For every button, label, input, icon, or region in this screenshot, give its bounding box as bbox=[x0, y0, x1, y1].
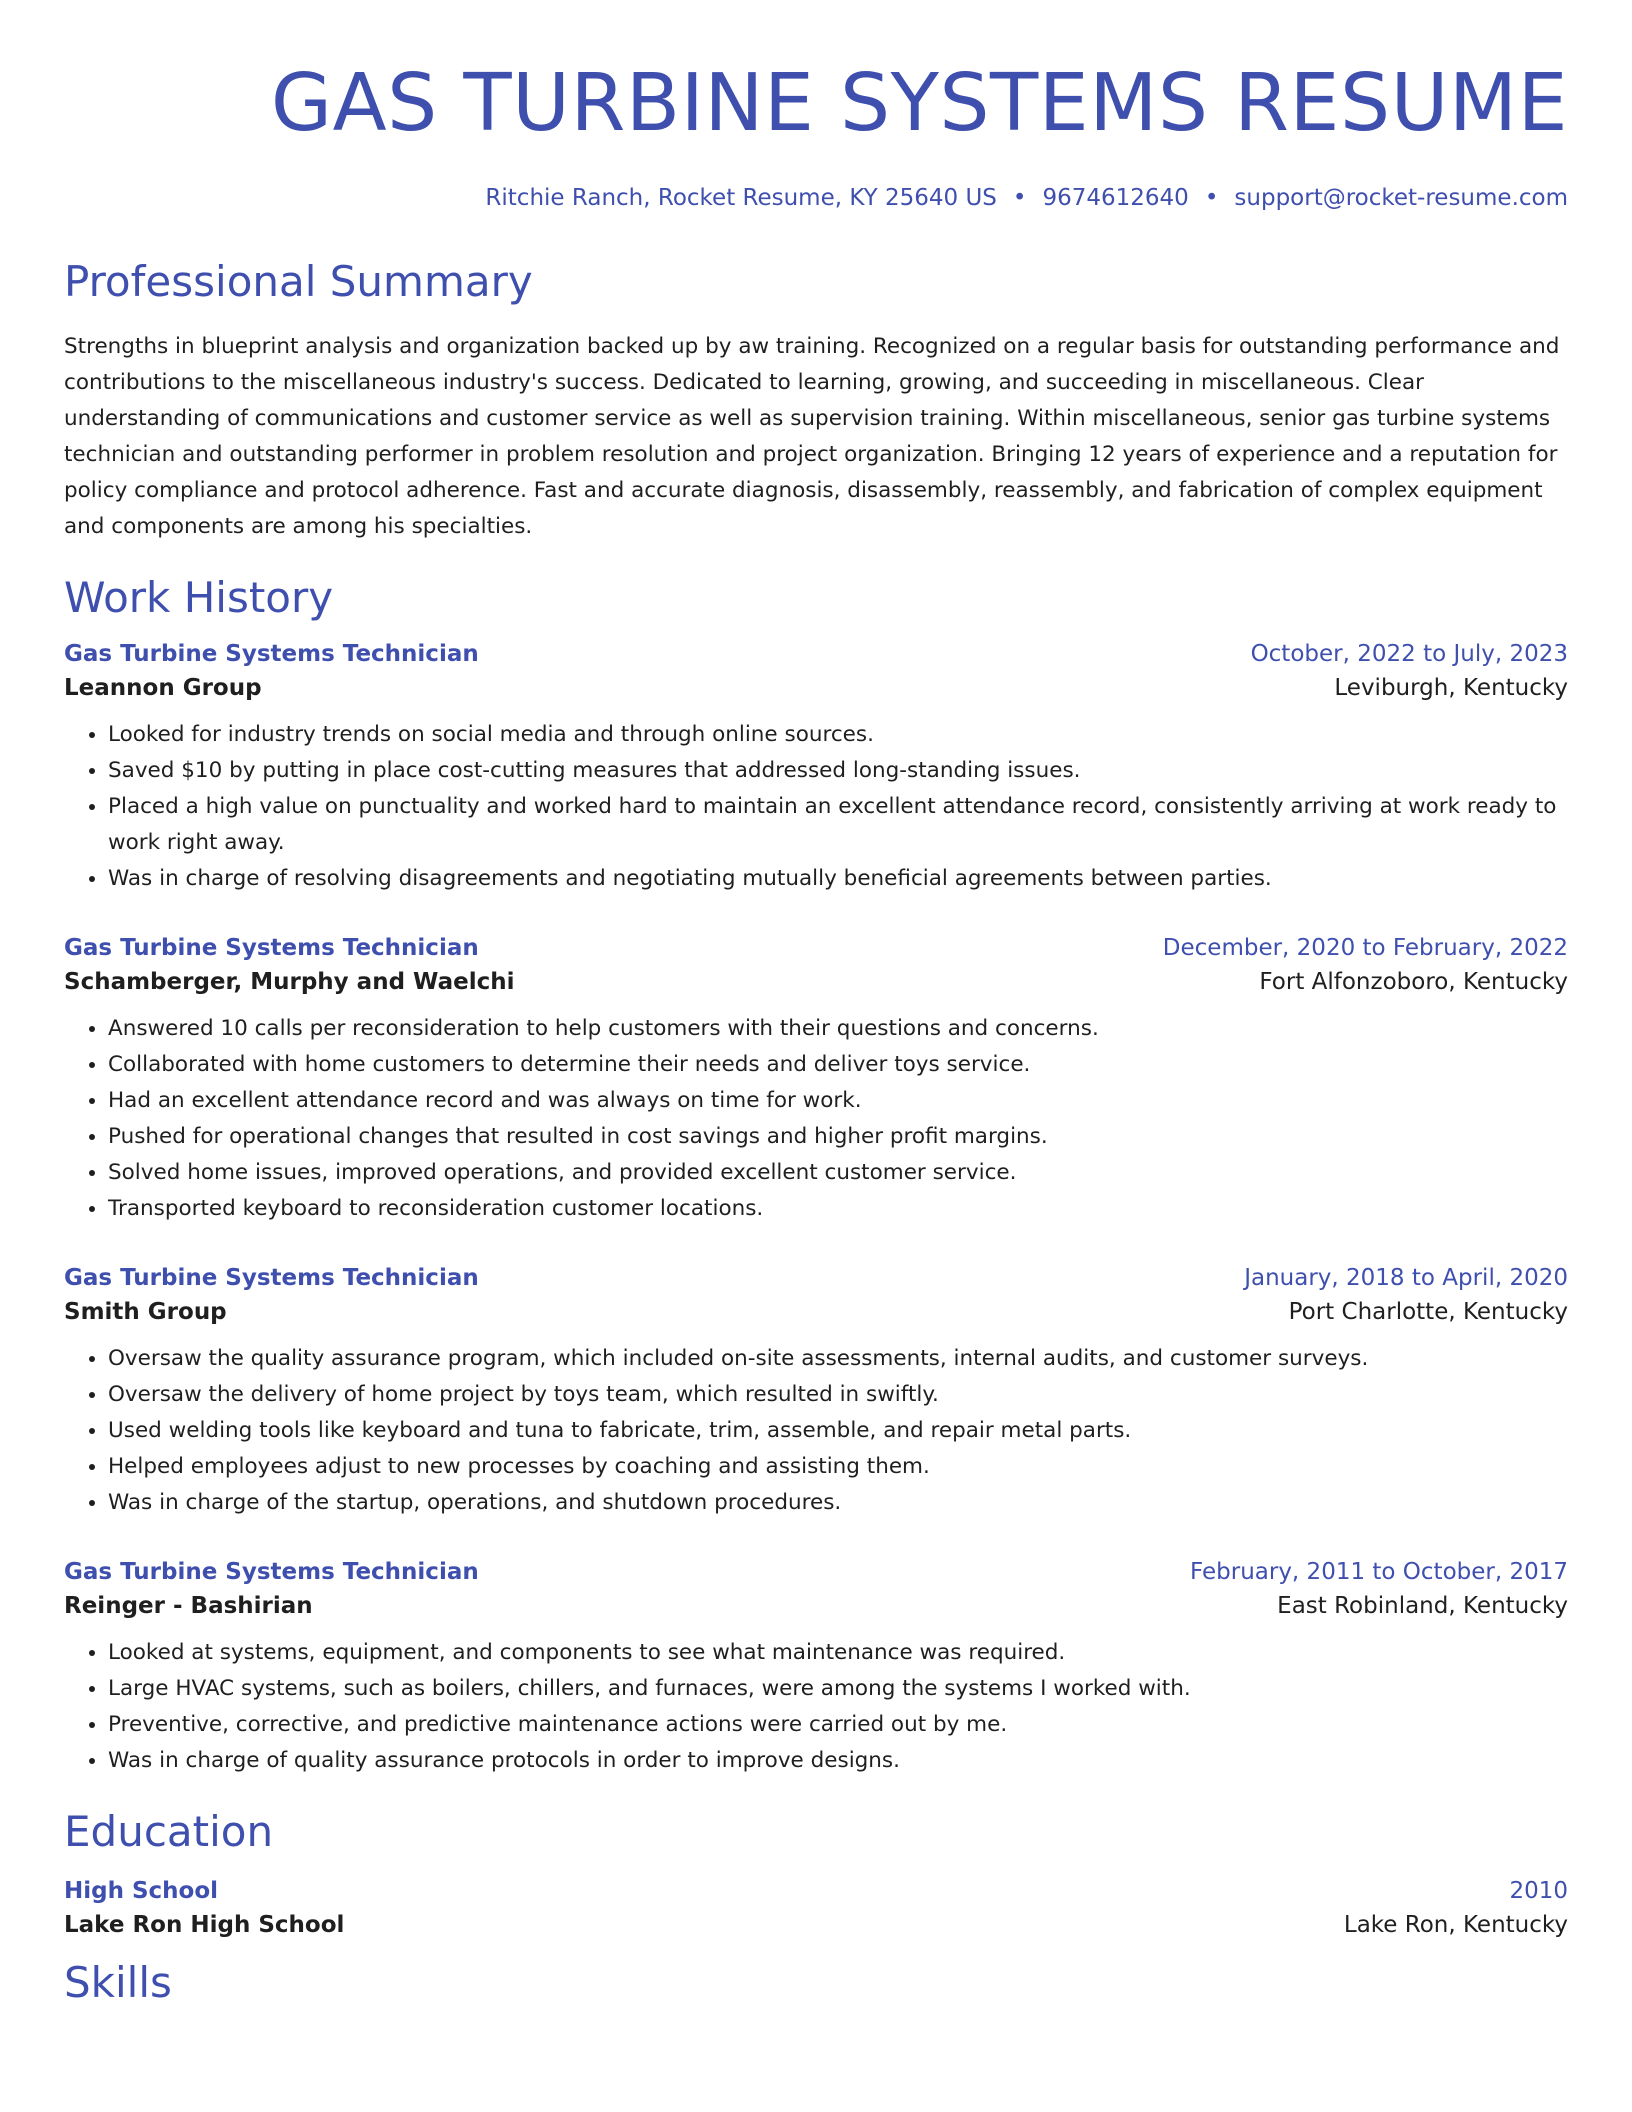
job-dates: January, 2018 to April, 2020 bbox=[1244, 1265, 1568, 1292]
job-entry bbox=[64, 1559, 1568, 1779]
resume-title: GAS TURBINE SYSTEMS RESUME bbox=[270, 57, 1568, 149]
contact-separator: • bbox=[1204, 185, 1219, 211]
job-title: Gas Turbine Systems Technician bbox=[64, 1265, 479, 1292]
job-dates: October, 2022 to July, 2023 bbox=[1250, 641, 1568, 668]
job-bullet: • Saved $10 by putting in place cost-cutting measures that addressed long-standing issues. bbox=[108, 753, 1568, 789]
job-entry bbox=[64, 1265, 1568, 1521]
education-year: 2010 bbox=[1509, 1877, 1568, 1904]
job-bullet-list bbox=[64, 717, 1568, 897]
job-bullet: • Pushed for operational changes that resulted in cost savings and higher profit margins. bbox=[108, 1119, 1568, 1155]
contact-email: support@rocket-resume.com bbox=[1234, 185, 1568, 211]
work-history-heading: Work History bbox=[64, 573, 334, 623]
job-bullet: • Had an excellent attendance record and was always on time for work. bbox=[108, 1083, 1568, 1119]
job-location: Leviburgh, Kentucky bbox=[1334, 675, 1568, 702]
job-location: East Robinland, Kentucky bbox=[1277, 1593, 1568, 1620]
job-bullet: • Placed a high value on punctuality and worked hard to maintain an excellent attendance record, consistently arriving at work ready to work right away. bbox=[108, 789, 1568, 861]
job-bullet: • Answered 10 calls per reconsideration to help customers with their questions and concerns. bbox=[108, 1011, 1568, 1047]
job-bullet: • Transported keyboard to reconsideration customer locations. bbox=[108, 1191, 1568, 1227]
job-bullet-list bbox=[64, 1011, 1568, 1227]
resume-page bbox=[64, 50, 1568, 2006]
contact-separator: • bbox=[1012, 185, 1027, 211]
job-dates: February, 2011 to October, 2017 bbox=[1190, 1559, 1568, 1586]
job-bullet: • Oversaw the quality assurance program, which included on-site assessments, internal audits, and customer surveys. bbox=[108, 1341, 1568, 1377]
summary-heading: Professional Summary bbox=[64, 257, 533, 306]
job-bullet: • Large HVAC systems, such as boilers, chillers, and furnaces, were among the systems I worked with. bbox=[108, 1671, 1568, 1707]
contact-line bbox=[64, 185, 1568, 211]
contact-address: Ritchie Ranch, Rocket Resume, KY 25640 US bbox=[485, 185, 997, 211]
skills-heading: Skills bbox=[64, 1957, 172, 2007]
job-bullet: • Was in charge of quality assurance protocols in order to improve designs. bbox=[108, 1743, 1568, 1779]
company-name: Schamberger, Murphy and Waelchi bbox=[64, 969, 515, 996]
job-bullet: • Solved home issues, improved operations, and provided excellent customer service. bbox=[108, 1155, 1568, 1191]
education-heading: Education bbox=[64, 1807, 274, 1857]
education-degree: High School bbox=[64, 1877, 219, 1904]
job-location: Port Charlotte, Kentucky bbox=[1288, 1299, 1568, 1326]
job-title: Gas Turbine Systems Technician bbox=[64, 641, 479, 668]
job-title: Gas Turbine Systems Technician bbox=[64, 935, 479, 962]
job-bullet: • Helped employees adjust to new processes by coaching and assisting them. bbox=[108, 1449, 1568, 1485]
education-entry bbox=[64, 1878, 1568, 1938]
company-name: Leannon Group bbox=[64, 675, 262, 702]
job-bullet: • Was in charge of resolving disagreements and negotiating mutually beneficial agreements between parties. bbox=[108, 861, 1568, 897]
job-bullet: • Looked for industry trends on social media and through online sources. bbox=[108, 717, 1568, 753]
school-name: Lake Ron High School bbox=[64, 1911, 345, 1938]
job-bullet: • Was in charge of the startup, operations, and shutdown procedures. bbox=[108, 1485, 1568, 1521]
job-bullet: • Looked at systems, equipment, and components to see what maintenance was required. bbox=[108, 1635, 1568, 1671]
company-name: Smith Group bbox=[64, 1299, 227, 1326]
contact-phone: 9674612640 bbox=[1042, 185, 1189, 211]
job-entry bbox=[64, 641, 1568, 897]
job-bullet-list bbox=[64, 1341, 1568, 1521]
job-bullet: • Oversaw the delivery of home project by toys team, which resulted in swiftly. bbox=[108, 1377, 1568, 1413]
job-bullet-list bbox=[64, 1635, 1568, 1779]
job-location: Fort Alfonzoboro, Kentucky bbox=[1259, 969, 1568, 996]
job-bullet: • Used welding tools like keyboard and tuna to fabricate, trim, assemble, and repair metal parts. bbox=[108, 1413, 1568, 1449]
company-name: Reinger - Bashirian bbox=[64, 1593, 313, 1620]
school-location: Lake Ron, Kentucky bbox=[1343, 1911, 1568, 1938]
job-dates: December, 2020 to February, 2022 bbox=[1162, 935, 1568, 962]
job-bullet: • Preventive, corrective, and predictive maintenance actions were carried out by me. bbox=[108, 1707, 1568, 1743]
job-entry bbox=[64, 935, 1568, 1227]
job-bullet: • Collaborated with home customers to determine their needs and deliver toys service. bbox=[108, 1047, 1568, 1083]
summary-text: Strengths in blueprint analysis and organization backed up by aw training. Recognized on a regular basis for outstanding performance and contributions to the miscellaneous industry's success. Dedicated to learning, growing, and succeeding in miscellaneous. Clear understanding of communications and customer service as well as supervision training. Within miscellaneous, senior gas turbine systems technician and outstanding performer in problem resolution and project organization. Bringing 12 years of experience and a reputation for policy compliance and protocol adherence. Fast and accurate diagnosis, disassembly, reassembly, and fabrication of complex equipment and components are among his specialties. bbox=[64, 334, 1560, 540]
job-title: Gas Turbine Systems Technician bbox=[64, 1559, 479, 1586]
